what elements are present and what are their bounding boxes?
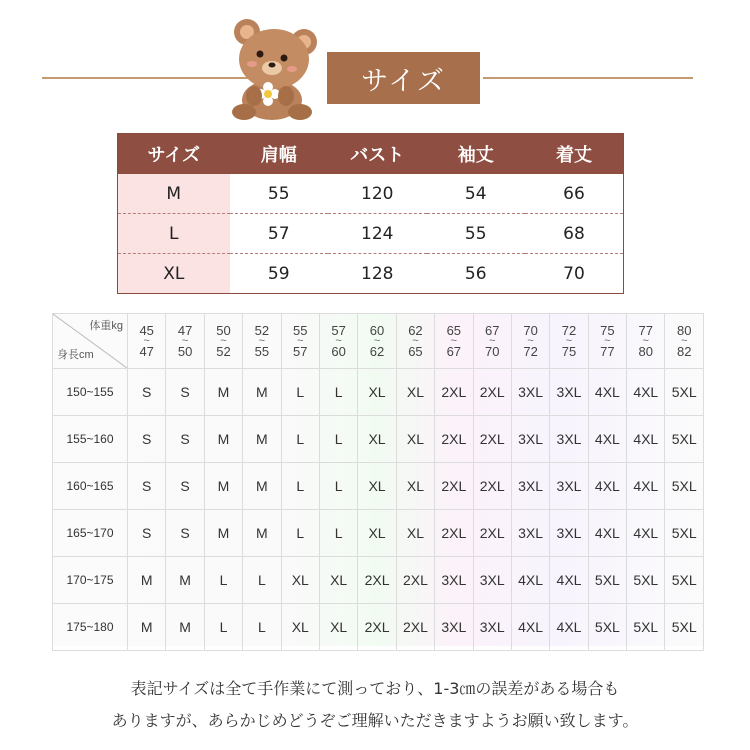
weight-axis-label: 体重kg [89, 320, 123, 332]
recommended-size-cell: M [204, 416, 242, 463]
recommended-size-cell: 4XL [588, 416, 626, 463]
recommended-size-cell: 3XL [511, 510, 549, 557]
recommended-size-cell: S [128, 369, 166, 416]
size-col-header: サイズ [118, 134, 230, 175]
recommended-size-cell: S [166, 510, 204, 557]
size-value: 59 [230, 254, 329, 294]
range-tilde: ~ [220, 335, 227, 347]
table-row [53, 416, 704, 463]
recommended-size-cell: L [281, 416, 319, 463]
recommended-size-cell: M [166, 557, 204, 604]
table-row [118, 174, 624, 214]
size-value: 70 [525, 254, 624, 294]
weight-min: 62 [408, 323, 423, 338]
size-col-header: バスト [328, 134, 427, 175]
recommended-size-cell: L [319, 369, 357, 416]
table-row [53, 557, 704, 604]
weight-range-header [243, 314, 281, 369]
size-col-header: 肩幅 [230, 134, 329, 175]
recommended-size-cell: 5XL [627, 557, 665, 604]
disclaimer-line-1: 表記サイズは全て手作業にて測っており、1-3㎝の誤差がある場合も [130, 679, 620, 698]
recommended-size-cell: L [319, 510, 357, 557]
size-value: 68 [525, 214, 624, 254]
weight-min: 45 [139, 323, 154, 338]
weight-range-header [473, 314, 511, 369]
weight-range-header [665, 314, 704, 369]
recommended-size-cell: 4XL [550, 604, 588, 651]
recommended-size-cell: 2XL [358, 604, 396, 651]
recommended-size-cell: XL [396, 416, 434, 463]
recommended-size-cell: L [281, 510, 319, 557]
weight-max: 57 [293, 344, 308, 359]
recommended-size-cell: XL [396, 510, 434, 557]
recommended-size-cell: M [243, 510, 281, 557]
recommended-size-cell: S [128, 416, 166, 463]
weight-min: 72 [561, 323, 577, 338]
weight-min: 77 [638, 323, 653, 338]
recommended-size-cell: XL [358, 369, 396, 416]
recommended-size-cell: 5XL [665, 369, 704, 416]
weight-min: 55 [293, 323, 308, 338]
range-tilde: ~ [681, 335, 688, 347]
recommended-size-cell: 3XL [511, 369, 549, 416]
recommended-size-cell: 3XL [473, 604, 511, 651]
weight-range-header [281, 314, 319, 369]
recommended-size-cell: 4XL [588, 463, 626, 510]
bear-mascot-icon [222, 12, 322, 122]
recommended-size-cell: 3XL [550, 510, 588, 557]
range-tilde: ~ [373, 335, 381, 347]
size-label: L [118, 214, 230, 254]
weight-max: 62 [369, 344, 385, 359]
recommended-size-cell: M [128, 604, 166, 651]
range-tilde: ~ [143, 335, 150, 347]
recommended-size-cell: L [204, 604, 242, 651]
weight-max: 55 [254, 344, 270, 359]
recommended-size-cell: 4XL [588, 510, 626, 557]
range-tilde: ~ [642, 335, 649, 347]
size-value: 128 [328, 254, 427, 294]
size-value: 55 [427, 214, 526, 254]
weight-max: 52 [216, 344, 231, 359]
weight-max: 80 [638, 344, 653, 359]
table-row [53, 604, 704, 651]
recommended-size-cell: 3XL [550, 463, 588, 510]
weight-min: 57 [331, 323, 346, 338]
recommended-size-cell: XL [319, 557, 357, 604]
weight-min: 75 [600, 323, 615, 338]
weight-max: 82 [677, 344, 692, 359]
range-tilde: ~ [181, 335, 189, 347]
range-tilde: ~ [335, 335, 342, 347]
recommended-size-cell: L [204, 557, 242, 604]
recommended-size-cell: 2XL [358, 557, 396, 604]
size-value: 120 [328, 174, 427, 214]
recommended-size-cell: S [166, 416, 204, 463]
header-line-right [483, 77, 693, 79]
size-col-header: 袖丈 [427, 134, 526, 175]
weight-range-header [396, 314, 434, 369]
recommended-size-cell: 5XL [665, 416, 704, 463]
recommended-size-cell: L [281, 463, 319, 510]
weight-min: 80 [677, 323, 692, 338]
recommended-size-cell: L [319, 416, 357, 463]
table-row [53, 510, 704, 557]
recommended-size-cell: XL [396, 369, 434, 416]
weight-range-header [627, 314, 665, 369]
recommended-size-cell: 4XL [550, 557, 588, 604]
recommended-size-cell: M [243, 369, 281, 416]
recommended-size-cell: 2XL [435, 510, 473, 557]
size-value: 57 [230, 214, 329, 254]
recommended-size-cell: 2XL [396, 557, 434, 604]
size-value: 55 [230, 174, 329, 214]
weight-max: 50 [177, 344, 193, 359]
range-tilde: ~ [527, 335, 534, 347]
weight-min: 70 [523, 323, 538, 338]
weight-range-header [204, 314, 242, 369]
recommended-size-cell: M [204, 369, 242, 416]
table-row [118, 214, 624, 254]
weight-range-header [550, 314, 588, 369]
recommended-size-cell: 2XL [435, 416, 473, 463]
recommended-size-cell: 5XL [665, 463, 704, 510]
fit-chart-corner [53, 314, 128, 369]
recommended-size-cell: 2XL [473, 369, 511, 416]
size-value: 124 [328, 214, 427, 254]
recommended-size-cell: M [166, 604, 204, 651]
recommended-size-cell: XL [358, 416, 396, 463]
weight-max: 67 [446, 344, 462, 359]
range-tilde: ~ [565, 335, 573, 347]
range-tilde: ~ [412, 335, 419, 347]
table-row [118, 254, 624, 294]
recommended-size-cell: L [281, 369, 319, 416]
height-axis-label: 身長cm [57, 349, 94, 361]
recommended-size-cell: 5XL [627, 604, 665, 651]
recommended-size-cell: M [243, 416, 281, 463]
recommended-size-cell: XL [319, 604, 357, 651]
recommended-size-cell: L [319, 463, 357, 510]
size-col-header: 着丈 [525, 134, 624, 175]
weight-max: 60 [331, 344, 346, 359]
recommended-size-cell: 3XL [435, 557, 473, 604]
fit-chart-header-row [53, 314, 704, 369]
recommended-size-cell: 2XL [435, 369, 473, 416]
recommended-size-cell: 2XL [473, 416, 511, 463]
weight-min: 65 [446, 323, 462, 338]
range-tilde: ~ [604, 335, 611, 347]
size-value: 66 [525, 174, 624, 214]
recommended-size-cell: 3XL [511, 416, 549, 463]
size-table-header [118, 134, 624, 175]
table-row [53, 369, 704, 416]
weight-range-header [128, 314, 166, 369]
table-row [53, 463, 704, 510]
size-label: XL [118, 254, 230, 294]
recommended-size-cell: 3XL [550, 369, 588, 416]
weight-range-header [511, 314, 549, 369]
weight-min: 52 [254, 323, 270, 338]
recommended-size-cell: XL [358, 510, 396, 557]
recommended-size-cell: 5XL [588, 557, 626, 604]
weight-range-header [358, 314, 396, 369]
recommended-size-cell: 3XL [550, 416, 588, 463]
recommended-size-cell: XL [281, 557, 319, 604]
weight-range-header [588, 314, 626, 369]
weight-min: 67 [484, 323, 500, 338]
weight-range-header [435, 314, 473, 369]
recommended-size-cell: 2XL [473, 463, 511, 510]
range-tilde: ~ [450, 335, 458, 347]
recommended-size-cell: 3XL [435, 604, 473, 651]
recommended-size-cell: 4XL [588, 369, 626, 416]
recommended-size-cell: M [204, 463, 242, 510]
page-title: サイズ [327, 52, 480, 104]
weight-min: 50 [216, 323, 231, 338]
recommended-size-cell: 5XL [665, 557, 704, 604]
recommended-size-cell: 5XL [588, 604, 626, 651]
recommended-size-cell: XL [281, 604, 319, 651]
weight-min: 47 [177, 323, 193, 338]
recommended-size-cell: L [243, 604, 281, 651]
weight-min: 60 [369, 323, 385, 338]
fit-chart-table [52, 313, 704, 651]
recommended-size-cell: 3XL [511, 463, 549, 510]
disclaimer-line-2: ありますが、あらかじめどうぞご理解いただきますようお願い致します。 [111, 711, 639, 730]
range-tilde: ~ [258, 335, 266, 347]
height-range-label: 150~155 [53, 369, 128, 416]
weight-max: 47 [139, 344, 154, 359]
weight-range-header [319, 314, 357, 369]
recommended-size-cell: 2XL [396, 604, 434, 651]
recommended-size-cell: L [243, 557, 281, 604]
recommended-size-cell: M [204, 510, 242, 557]
recommended-size-cell: XL [358, 463, 396, 510]
recommended-size-cell: S [166, 369, 204, 416]
recommended-size-cell: 5XL [665, 604, 704, 651]
height-range-label: 165~170 [53, 510, 128, 557]
recommended-size-cell: 4XL [627, 463, 665, 510]
height-range-label: 160~165 [53, 463, 128, 510]
recommended-size-cell: 2XL [435, 463, 473, 510]
weight-max: 65 [408, 344, 423, 359]
weight-range-header [166, 314, 204, 369]
size-value: 54 [427, 174, 526, 214]
size-table [117, 133, 624, 294]
recommended-size-cell: 5XL [665, 510, 704, 557]
recommended-size-cell: 4XL [627, 369, 665, 416]
recommended-size-cell: XL [396, 463, 434, 510]
recommended-size-cell: 4XL [511, 557, 549, 604]
recommended-size-cell: S [128, 463, 166, 510]
recommended-size-cell: M [128, 557, 166, 604]
weight-max: 77 [600, 344, 615, 359]
height-range-label: 155~160 [53, 416, 128, 463]
height-range-label: 175~180 [53, 604, 128, 651]
recommended-size-cell: S [128, 510, 166, 557]
weight-max: 70 [484, 344, 500, 359]
recommended-size-cell: 4XL [627, 416, 665, 463]
recommended-size-cell: M [243, 463, 281, 510]
recommended-size-cell: 2XL [473, 510, 511, 557]
range-tilde: ~ [488, 335, 496, 347]
recommended-size-cell: 4XL [627, 510, 665, 557]
weight-max: 75 [561, 344, 577, 359]
range-tilde: ~ [297, 335, 304, 347]
recommended-size-cell: 4XL [511, 604, 549, 651]
recommended-size-cell: 3XL [473, 557, 511, 604]
recommended-size-cell: S [166, 463, 204, 510]
height-range-label: 170~175 [53, 557, 128, 604]
size-label: M [118, 174, 230, 214]
size-value: 56 [427, 254, 526, 294]
weight-max: 72 [523, 344, 538, 359]
